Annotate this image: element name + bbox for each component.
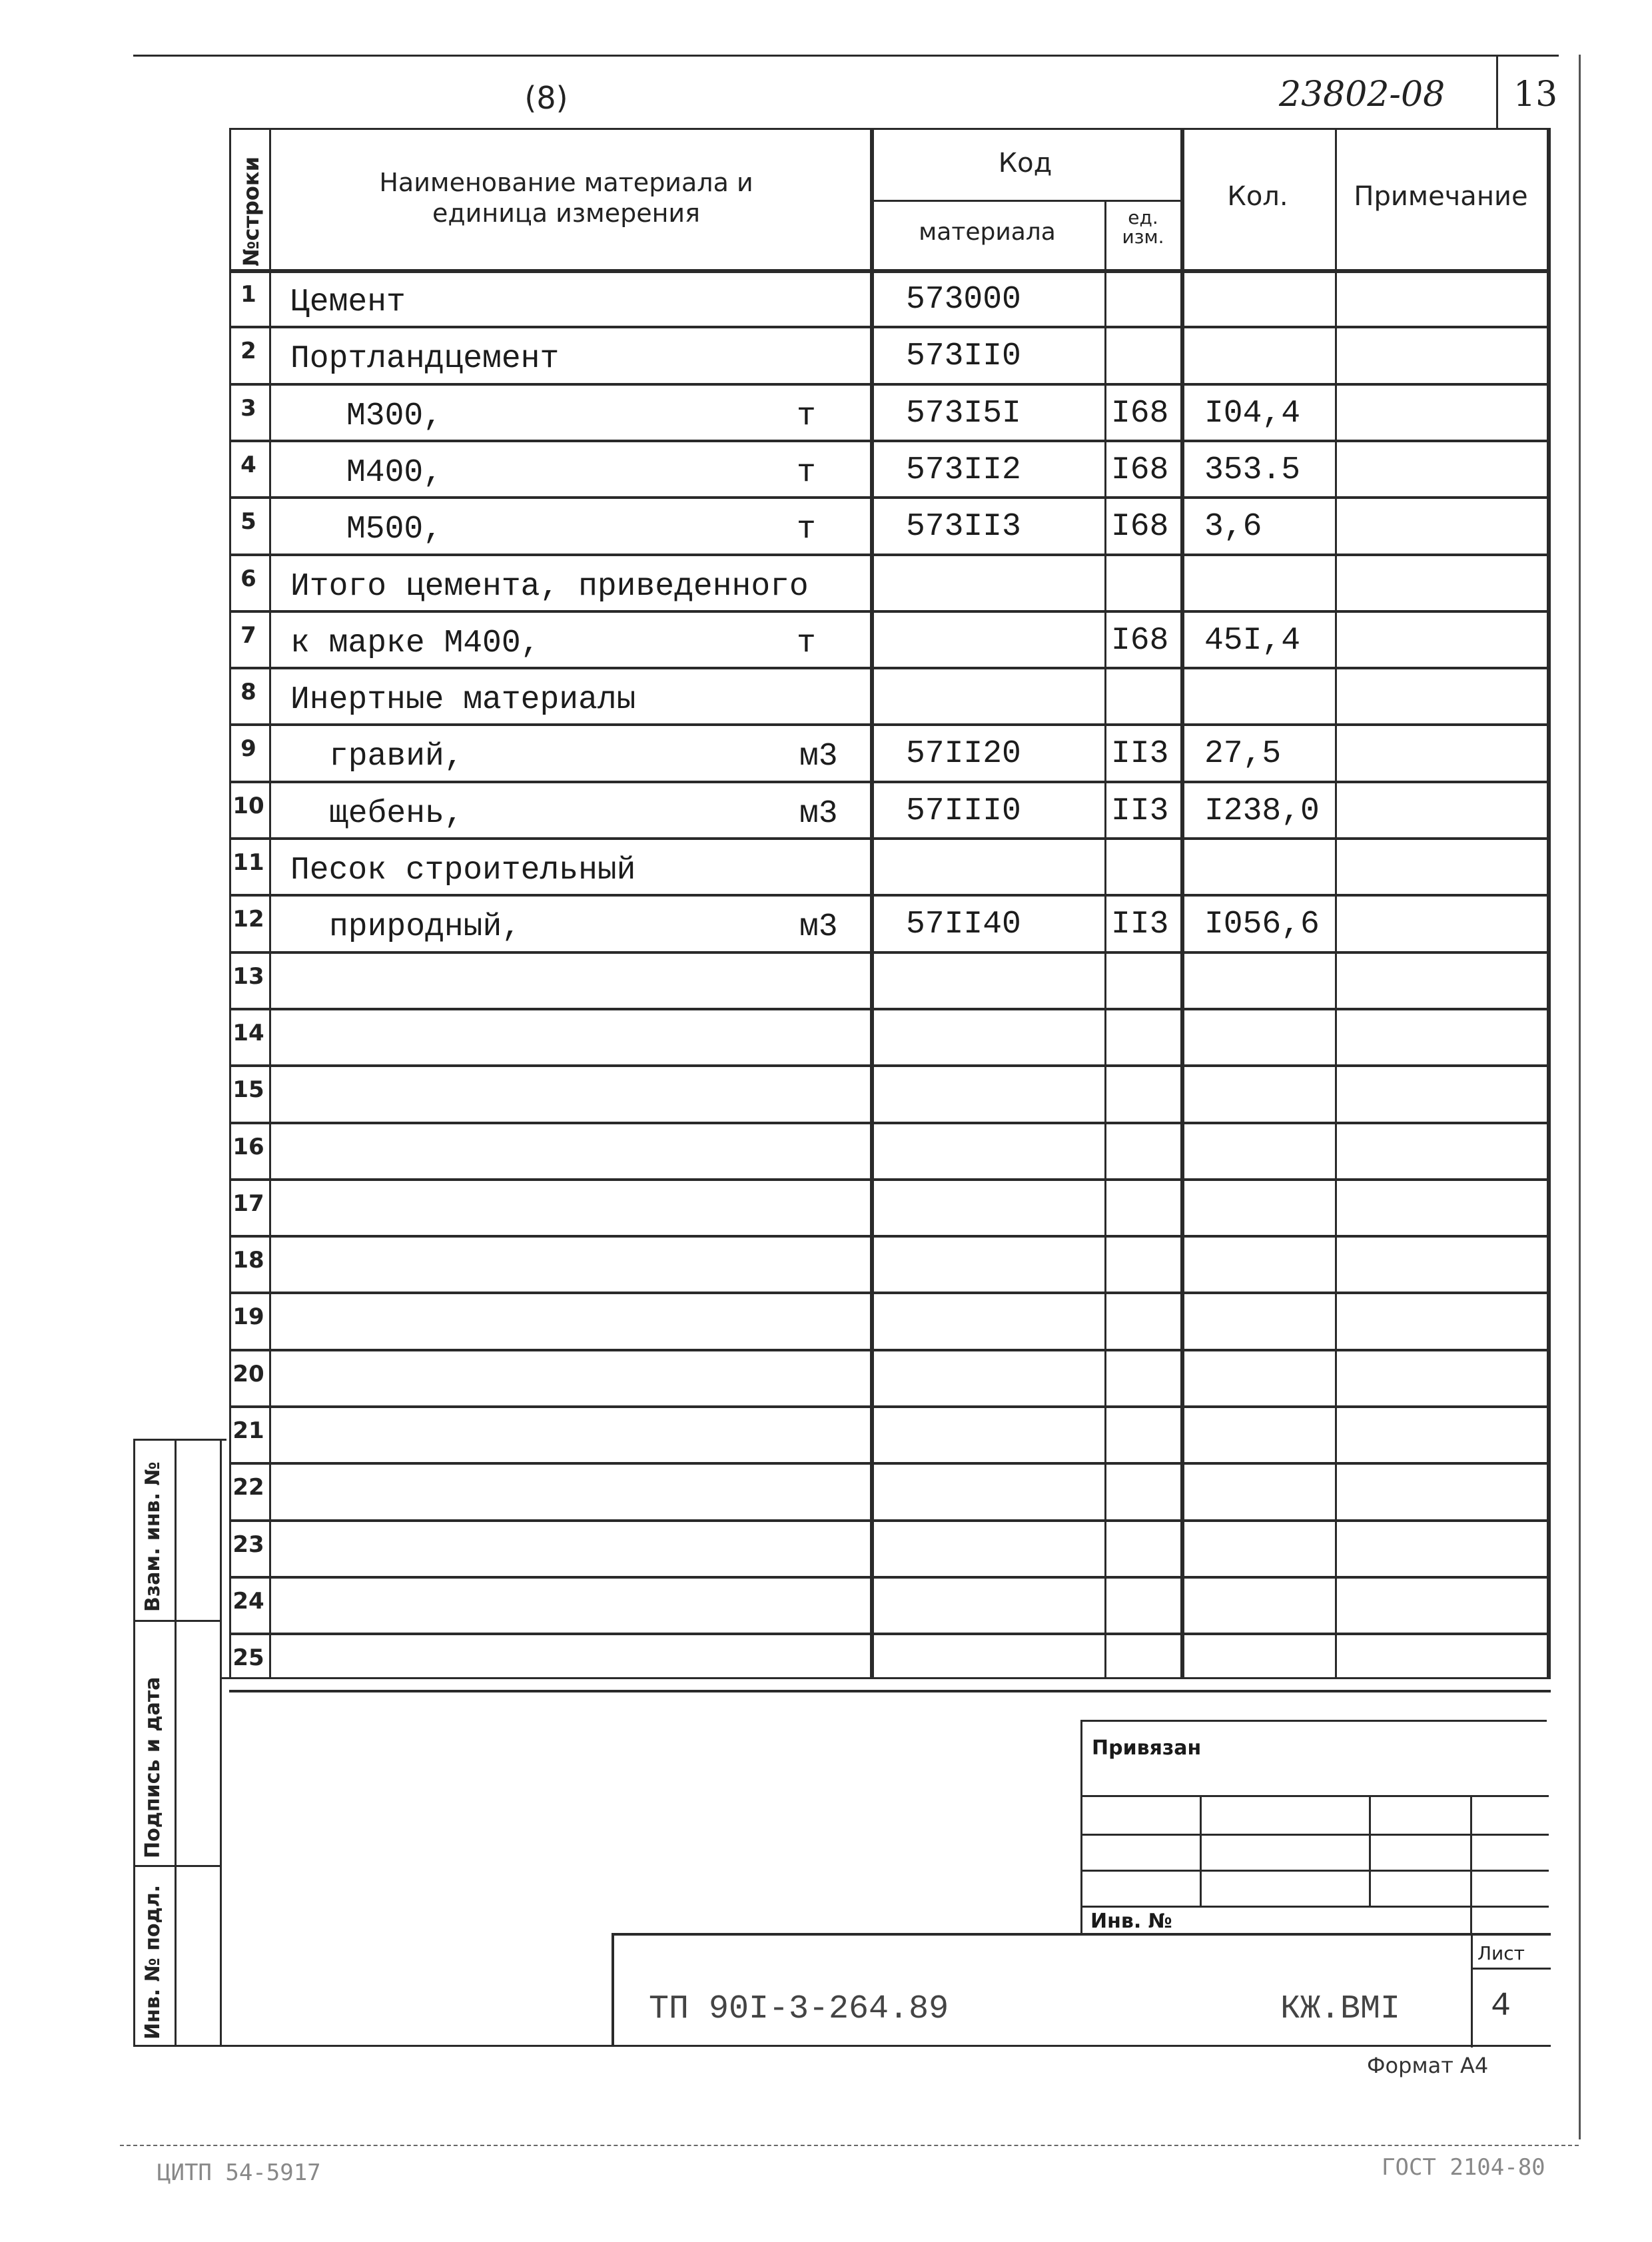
table-row-line [229, 951, 1551, 954]
material-unit: м3 [799, 739, 838, 775]
title-block [612, 1933, 1551, 2045]
format-label: Формат А4 [1367, 2053, 1489, 2078]
table-bottom-line [220, 1677, 1551, 1679]
row-number: 3 [240, 395, 256, 422]
table-row-line [229, 610, 1551, 613]
document-number: 23802-08 [1279, 75, 1446, 115]
col-divider-unitcode [1180, 128, 1184, 1677]
row-number: 10 [232, 793, 264, 819]
binding-col-1 [1200, 1795, 1202, 1906]
material-name: Песок строительный [290, 853, 636, 889]
sheet-paren-number: (8) [524, 80, 568, 116]
stamp-left-border [133, 1439, 135, 2045]
table-row-line [229, 1178, 1551, 1181]
stamp-line-2 [133, 1865, 220, 1867]
quantity: I056,6 [1204, 907, 1320, 942]
row-number: 21 [232, 1417, 264, 1444]
material-unit: т [797, 512, 816, 548]
col-divider-rownum [269, 128, 271, 1677]
material-name: Цемент [290, 284, 406, 320]
cut-line [120, 2145, 1579, 2146]
material-code: 573II3 [906, 509, 1021, 545]
list-number: 4 [1491, 1988, 1511, 2026]
bottom-left-mark: ЦИТП 54-5917 [157, 2159, 321, 2186]
code-subheader-line [870, 200, 1180, 202]
unit-code: II3 [1111, 793, 1169, 829]
table-row-line [229, 1349, 1551, 1351]
page-number-divider [1496, 55, 1498, 128]
material-name: природный, [329, 909, 522, 945]
list-divider [1471, 1936, 1473, 2048]
stamp-line-1 [133, 1620, 220, 1622]
binding-inv-label: Инв. № [1090, 1910, 1172, 1933]
frame-right-border [1579, 55, 1581, 2139]
bottom-right-mark: ГОСТ 2104-80 [1382, 2154, 1545, 2181]
header-note: Примечание [1354, 181, 1528, 212]
row-number: 18 [232, 1247, 264, 1274]
stamp-signature-date: Подпись и дата [141, 1677, 165, 1858]
col-divider-qty [1335, 128, 1337, 1677]
row-number: 17 [232, 1190, 264, 1217]
quantity: I238,0 [1204, 793, 1320, 829]
row-number: 12 [232, 906, 264, 933]
binding-label: Привязан [1092, 1736, 1202, 1760]
table-row-line [229, 1122, 1551, 1124]
quantity: 3,6 [1204, 509, 1262, 545]
unit-code: II3 [1111, 907, 1169, 942]
row-number: 16 [232, 1134, 264, 1160]
stamp-replace-inv: Взам. инв. № [141, 1461, 165, 1612]
table-row-line [229, 1064, 1551, 1067]
table-row-line [229, 781, 1551, 783]
list-label: Лист [1477, 1942, 1525, 1964]
table-row-line [229, 440, 1551, 442]
row-number: 15 [232, 1076, 264, 1103]
unit-code: I68 [1111, 396, 1169, 432]
material-code: 57III0 [906, 793, 1021, 829]
binding-line-2 [1082, 1834, 1549, 1836]
project-code: ТП 90I-3-264.89 [649, 1990, 949, 2028]
sheet-code: КЖ.ВМI [1280, 1990, 1401, 2028]
list-label-line [1471, 1968, 1551, 1970]
col-divider-name [870, 128, 874, 1677]
material-name: М500, [346, 512, 443, 548]
header-material-name: Наименование материала и единица измерения [379, 168, 753, 228]
table-row-line [229, 1690, 1551, 1692]
material-name: к марке М400, [290, 625, 540, 661]
material-code: 573II0 [906, 338, 1021, 374]
header-code: Код [998, 148, 1052, 179]
material-code: 573II2 [906, 452, 1021, 488]
table-row-line [229, 383, 1551, 386]
quantity: I04,4 [1204, 396, 1301, 432]
table-row-line [229, 1292, 1551, 1294]
unit-code: I68 [1111, 452, 1169, 488]
material-unit: м3 [799, 909, 838, 945]
material-unit: т [797, 455, 816, 491]
row-number: 20 [232, 1361, 264, 1387]
unit-code: I68 [1111, 623, 1169, 659]
binding-col-3 [1470, 1795, 1472, 1935]
stamp-original-inv: Инв. № подл. [141, 1884, 165, 2040]
header-quantity: Кол. [1227, 181, 1288, 212]
table-row-line [229, 326, 1551, 328]
material-name: М400, [346, 455, 443, 491]
stamp-right-border [220, 1439, 222, 2045]
binding-line-4 [1082, 1906, 1549, 1908]
row-number: 1 [240, 281, 256, 308]
binding-line-3 [1082, 1870, 1549, 1872]
row-number: 9 [240, 735, 256, 762]
material-code: 57II40 [906, 907, 1021, 942]
row-number: 5 [240, 508, 256, 535]
row-number: 19 [232, 1304, 264, 1330]
row-number: 11 [232, 849, 264, 876]
binding-line-1 [1082, 1795, 1549, 1797]
material-code: 573I5I [906, 396, 1021, 432]
stamp-inner-border [175, 1439, 177, 2045]
row-number: 2 [240, 338, 256, 364]
row-number: 7 [240, 622, 256, 649]
table-row-line [229, 837, 1551, 840]
header-code-material: материала [919, 218, 1056, 246]
row-number: 23 [232, 1531, 264, 1558]
table-row-line [229, 1405, 1551, 1408]
row-number: 14 [232, 1020, 264, 1046]
material-unit: т [797, 398, 816, 434]
page-number: 13 [1513, 75, 1558, 115]
row-number: 8 [240, 679, 256, 705]
unit-code: I68 [1111, 509, 1169, 545]
table-row-line [229, 894, 1551, 897]
table-row-line [229, 1235, 1551, 1238]
material-name: щебень, [329, 796, 464, 832]
table-row-line [229, 667, 1551, 669]
material-code: 57II20 [906, 736, 1021, 772]
header-row-number: №строки [238, 156, 264, 266]
binding-col-2 [1369, 1795, 1371, 1906]
table-row-line [229, 1008, 1551, 1010]
quantity: 45I,4 [1204, 623, 1301, 659]
stamp-top-line [133, 1439, 226, 1441]
material-name: Итого цемента, приведенного [290, 569, 809, 605]
frame-bottom-line [133, 2045, 1551, 2047]
header-code-unit: ед. изм. [1122, 206, 1164, 248]
row-number: 4 [240, 452, 256, 478]
row-number: 22 [232, 1474, 264, 1501]
table-row-line [229, 1633, 1551, 1635]
quantity: 27,5 [1204, 736, 1282, 772]
col-divider-code [1104, 200, 1106, 1677]
row-number: 13 [232, 963, 264, 990]
unit-code: II3 [1111, 736, 1169, 772]
material-code: 573000 [906, 282, 1021, 318]
material-unit: м3 [799, 796, 838, 832]
table-left-border [229, 128, 231, 1677]
material-name: Портландцемент [290, 341, 560, 377]
table-right-border [1547, 128, 1551, 1677]
table-row-line [229, 1519, 1551, 1522]
material-unit: т [797, 625, 816, 661]
row-number: 24 [232, 1588, 264, 1615]
row-number: 6 [240, 565, 256, 592]
binding-block [1080, 1720, 1547, 1933]
quantity: 353.5 [1204, 452, 1301, 488]
table-row-line [229, 723, 1551, 726]
material-name: М300, [346, 398, 443, 434]
table-row-line [229, 1576, 1551, 1579]
table-row-line [229, 496, 1551, 499]
table-top-border [229, 128, 1551, 130]
material-name: гравий, [329, 739, 464, 775]
table-row-line [229, 1462, 1551, 1465]
row-number: 25 [232, 1645, 264, 1671]
material-name: Инертные материалы [290, 682, 636, 718]
header-bottom-line [229, 269, 1551, 273]
table-row-line [229, 554, 1551, 556]
top-border [133, 55, 1559, 57]
